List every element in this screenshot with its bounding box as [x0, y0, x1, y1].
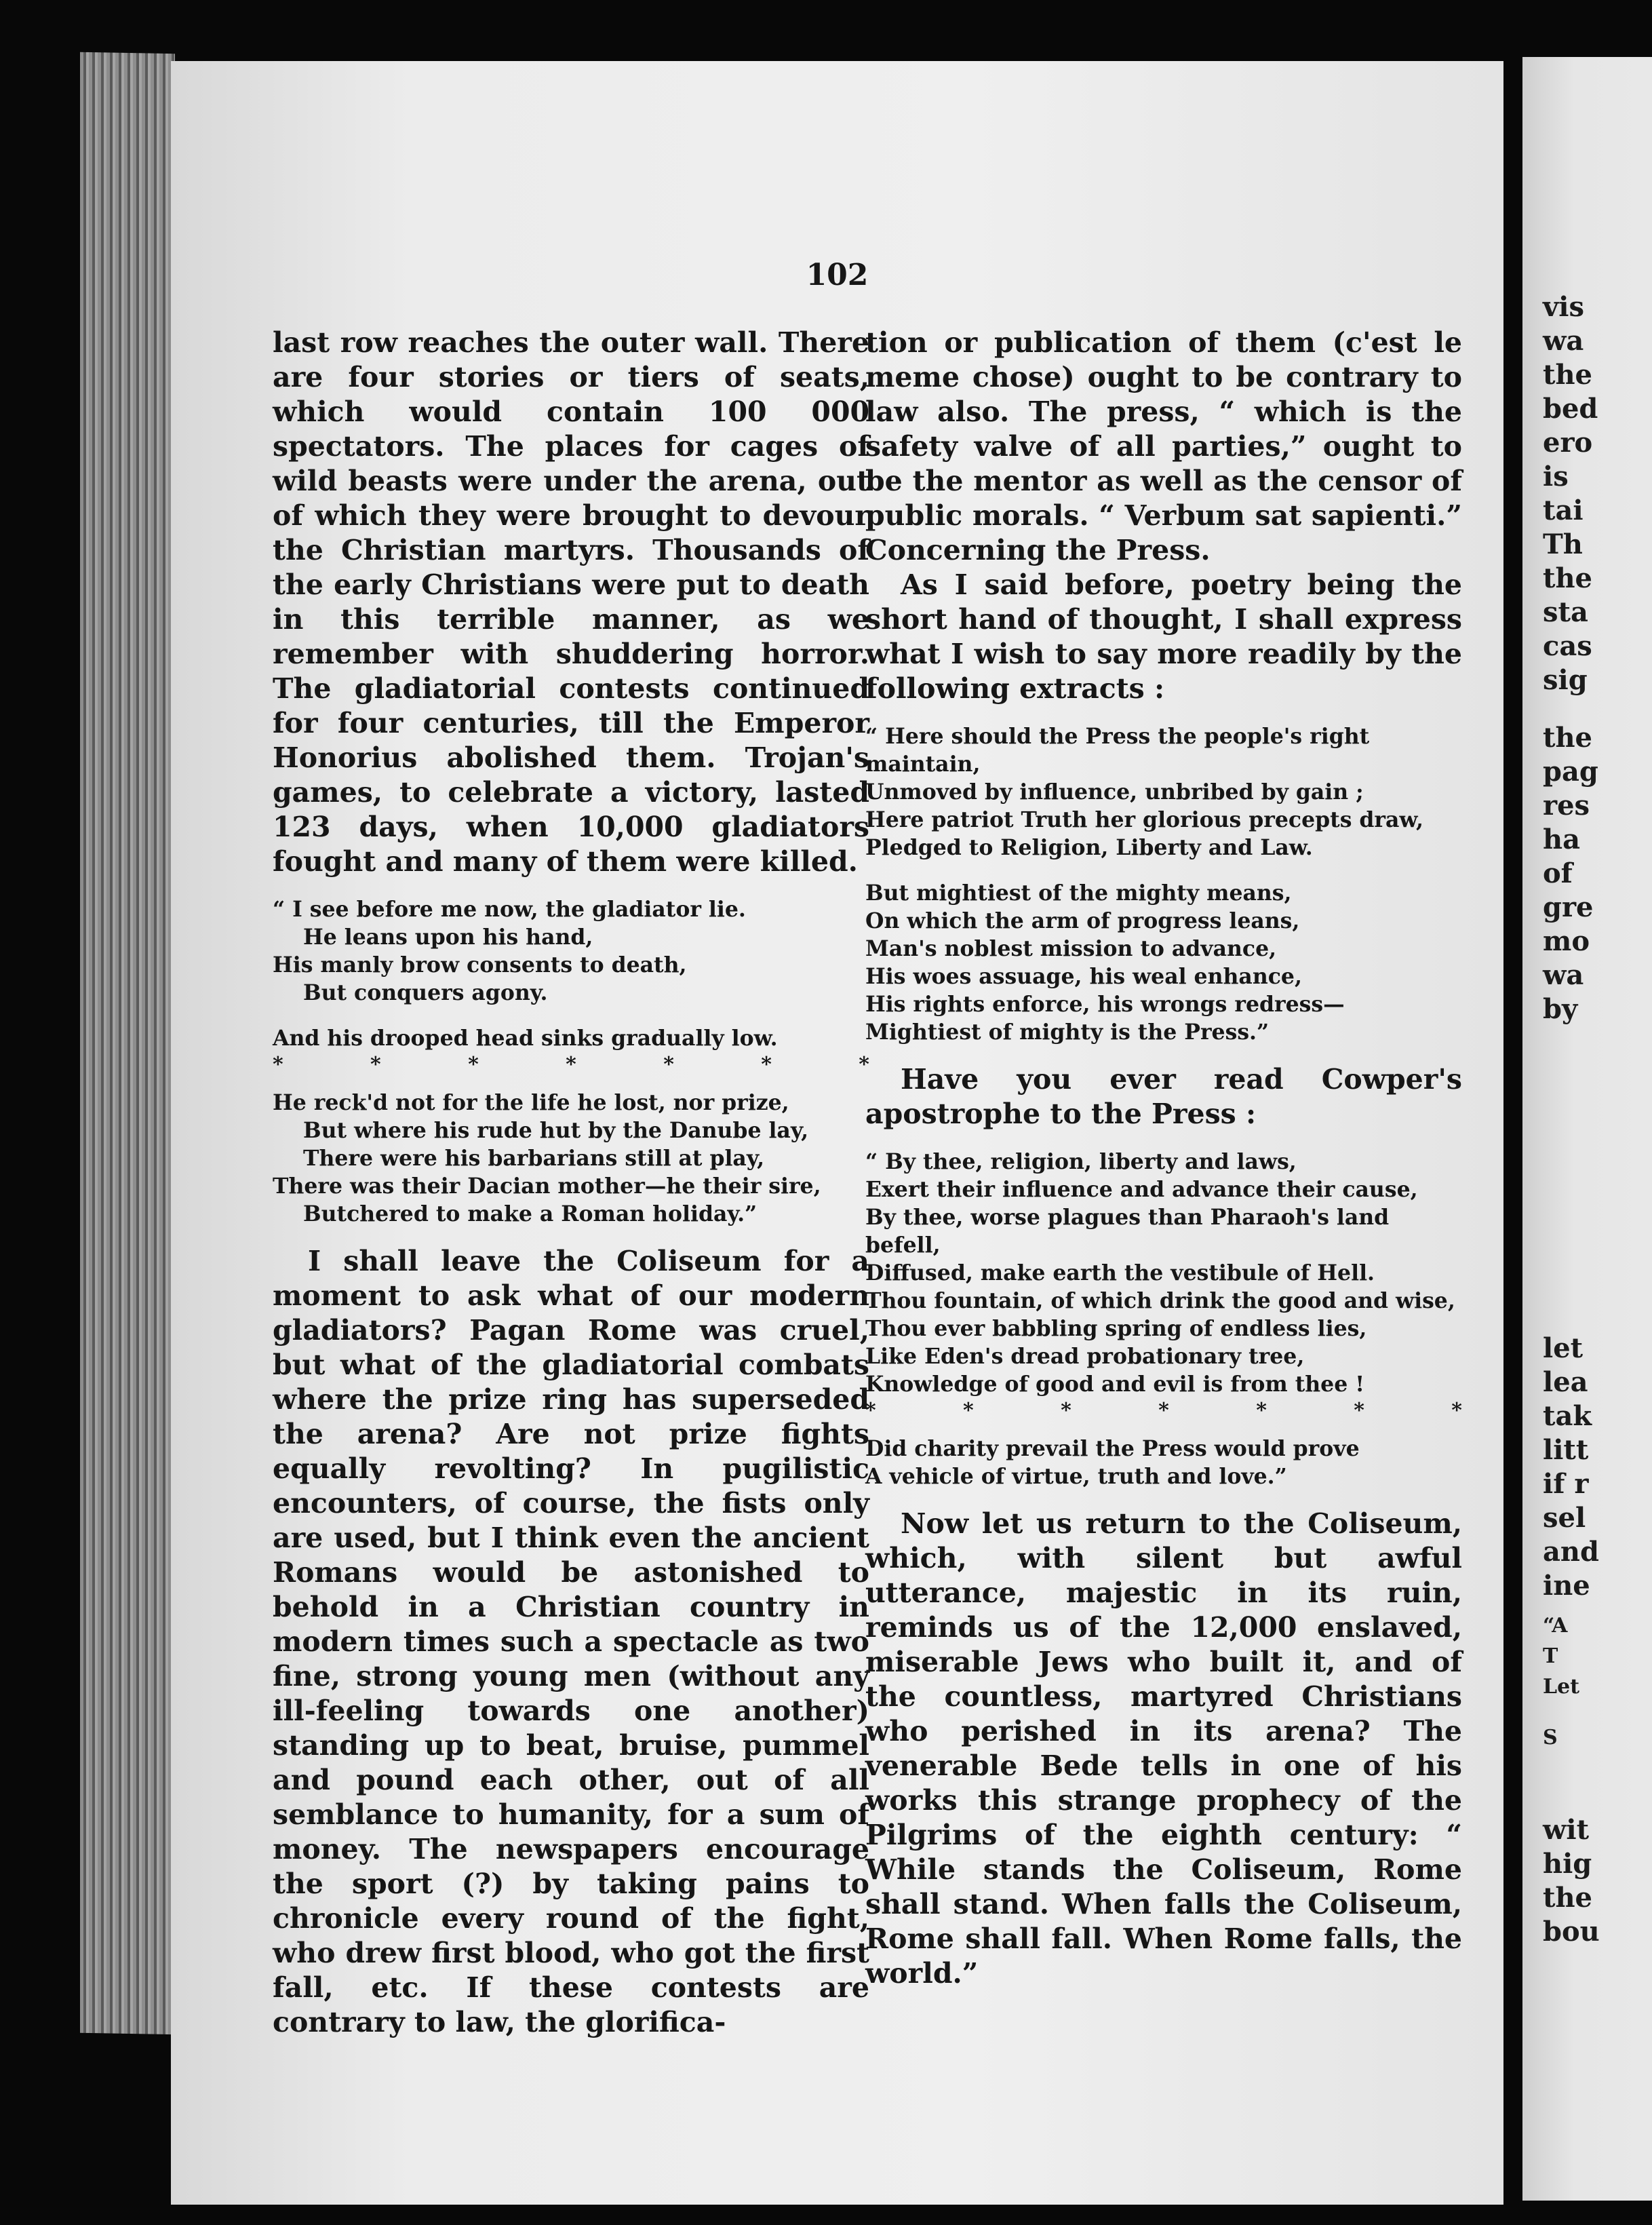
poem-line: Mightiest of mighty is the Press.”	[865, 1020, 1270, 1045]
poem-line: Thou fountain, of which drink the good and wise,	[865, 1288, 1455, 1313]
book-page	[171, 61, 1503, 2205]
facing-page-fragment: gre	[1543, 891, 1594, 923]
poem-line: And his drooped head sinks gradually low.	[273, 1026, 778, 1051]
facing-page-fragment: tak	[1543, 1400, 1592, 1432]
facing-page-fragment: wa	[1543, 325, 1584, 357]
poem-line: Diffused, make earth the vestibule of Hell.	[865, 1260, 1375, 1285]
facing-page-fragment: Th	[1543, 528, 1583, 560]
facing-page-fragment: wit	[1543, 1814, 1590, 1846]
facing-page-fragment: T	[1543, 1644, 1558, 1668]
facing-page-fragment: ha	[1543, 824, 1580, 855]
poem-line: There were his barbarians still at play,	[303, 1146, 765, 1171]
left-paragraph-1: last row reaches the outer wall. There are four stories or tiers of seats, which would contain 100 000 spectators. The places for cages of wild beasts were under the arena, out of which they were brought to devour the Christian martyrs. Thousands of the early Christians were put to death in this terrible manner, as we remember with shuddering horror. The gladiatorial contests continued for four centuries, till the Emperor Honorius abolished them. Trojan's games, to celebrate a victory, lasted 123 days, when 10,000 gladiators fought and many of them were killed.	[273, 326, 869, 878]
facing-page-fragment: Let	[1543, 1675, 1580, 1699]
poem-line: Exert their influence and advance their cause,	[865, 1177, 1418, 1202]
facing-page-fragment: the	[1543, 562, 1593, 594]
poem-line: Thou ever babbling spring of endless lies,	[865, 1316, 1367, 1341]
poem-line: Here patriot Truth her glorious precepts draw,	[865, 807, 1423, 832]
facing-page-fragment: and	[1543, 1536, 1599, 1568]
facing-page-fragment: the	[1543, 722, 1593, 754]
poem-line: But mightiest of the mighty means,	[865, 881, 1292, 906]
facing-page-fragment: S	[1543, 1726, 1558, 1749]
facing-page-fragment: bou	[1543, 1916, 1600, 1948]
poem-line: His woes assuage, his weal enhance,	[865, 964, 1302, 989]
facing-page-fragment: of	[1543, 857, 1573, 889]
poem-line: His manly brow consents to death,	[273, 952, 687, 978]
press-poem	[865, 722, 1462, 1046]
poem-line: Did charity prevail the Press would prove	[865, 1436, 1360, 1461]
facing-page-fragment: vis	[1543, 291, 1584, 323]
facing-page-fragment: if r	[1543, 1468, 1589, 1500]
left-paragraph-2: I shall leave the Coliseum for a moment to ask what of our modern gladiators? Pagan Rome was cruel, but what of the gladiatorial combats where the prize ring has superseded the arena? Are not prize fights equally revolting? In pugilistic encounters, of course, the fists only are used, but I think even the ancient Romans would be astonished to behold in a Christian country in modern times such a spectacle as two fine, strong young men (without any ill-feeling towards one another) standing up to beat, bruise, pummel and pound each other, out of all semblance to humanity, for a sum of money. The newspapers encourage the sport (?) by taking pains to chronicle every round of the fight, who drew first blood, who got the first fall, etc. If these contests are contrary to law, the glorifica-	[273, 1245, 869, 2038]
facing-page-fragment: sig	[1543, 664, 1588, 696]
right-paragraph-2: As I said before, poetry being the short hand of thought, I shall express what I wish to say more readily by the following extracts :	[865, 568, 1462, 705]
gladiator-poem	[273, 895, 869, 1228]
poem-line: But conquers agony.	[303, 980, 548, 1005]
facing-page-fragment: the	[1543, 359, 1593, 391]
facing-page-fragment: tai	[1543, 495, 1584, 526]
facing-page-fragment: let	[1543, 1332, 1584, 1364]
poem-line: Man's noblest mission to advance,	[865, 936, 1277, 961]
poem-line: He reck'd not for the life he lost, nor prize,	[273, 1090, 789, 1115]
cowper-poem	[865, 1148, 1462, 1490]
facing-page-fragment: mo	[1543, 925, 1590, 957]
poem-line: But where his rude hut by the Danube lay,	[303, 1118, 809, 1143]
ellipsis-stars: * * * * * * *	[865, 1399, 1462, 1423]
facing-page-fragment: is	[1543, 461, 1569, 492]
poem-line: On which the arm of progress leans,	[865, 908, 1300, 933]
poem-line: Pledged to Religion, Liberty and Law.	[865, 835, 1313, 860]
facing-page-fragment: cas	[1543, 630, 1592, 662]
facing-page-fragment: wa	[1543, 959, 1584, 991]
poem-line: By thee, worse plagues than Pharaoh's land befell,	[865, 1205, 1390, 1258]
facing-page-fragment: pag	[1543, 756, 1598, 788]
facing-page-fragment: res	[1543, 790, 1590, 821]
facing-page-fragment: hig	[1543, 1848, 1592, 1880]
facing-page-fragment: bed	[1543, 393, 1598, 425]
facing-page-fragment: ine	[1543, 1570, 1590, 1602]
facing-page-fragment: the	[1543, 1882, 1593, 1914]
poem-line: Knowledge of good and evil is from thee !	[865, 1372, 1365, 1397]
facing-page-fragment: by	[1543, 993, 1578, 1025]
left-column	[273, 326, 869, 2040]
facing-page-fragment: ero	[1543, 427, 1593, 459]
facing-page-fragment: sel	[1543, 1502, 1586, 1534]
poem-line: A vehicle of virtue, truth and love.”	[865, 1464, 1287, 1489]
facing-page-fragment: sta	[1543, 596, 1588, 628]
facing-page-fragment: litt	[1543, 1434, 1589, 1466]
poem-line: Butchered to make a Roman holiday.”	[303, 1201, 758, 1226]
poem-line: He leans upon his hand,	[303, 925, 593, 950]
poem-line: “ I see before me now, the gladiator lie.	[273, 897, 746, 922]
right-paragraph-3: Have you ever read Cowper's apostrophe to the Press :	[865, 1063, 1462, 1130]
ellipsis-stars: * * * * * * *	[273, 1053, 869, 1077]
facing-page-edge	[1522, 57, 1652, 2201]
book-page-edges	[80, 52, 175, 2034]
page-number: 102	[806, 258, 869, 292]
poem-line: “ By thee, religion, liberty and laws,	[865, 1149, 1297, 1174]
right-column	[865, 326, 1462, 1991]
poem-line: There was their Dacian mother—he their sire,	[273, 1174, 821, 1199]
poem-line: “ Here should the Press the people's right maintain,	[865, 724, 1370, 777]
poem-line: Like Eden's dread probationary tree,	[865, 1344, 1305, 1369]
facing-page-fragment: lea	[1543, 1366, 1588, 1398]
right-paragraph-4: Now let us return to the Coliseum, which, with silent but awful utterance, majestic in its ruin, reminds us of the 12,000 enslaved, miserable Jews who built it, and of the countless, martyred Christians who perished in its arena? The venerable Bede tells in one of his works this strange prophecy of the Pilgrims of the eighth century: “ While stands the Coliseum, Rome shall stand. When falls the Coliseum, Rome shall fall. When Rome falls, the world.”	[865, 1507, 1462, 1990]
poem-line: His rights enforce, his wrongs redress—	[865, 992, 1345, 1017]
facing-page-fragment: “A	[1543, 1614, 1568, 1638]
poem-line: Unmoved by influence, unbribed by gain ;	[865, 779, 1364, 805]
right-paragraph-1: tion or publication of them (c'est le meme chose) ought to be contrary to law also. The press, “ which is the safety valve of all parties,” ought to be the mentor as well as the censor of public morals. “ Verbum sat sapienti.” Concerning the Press.	[865, 326, 1462, 566]
